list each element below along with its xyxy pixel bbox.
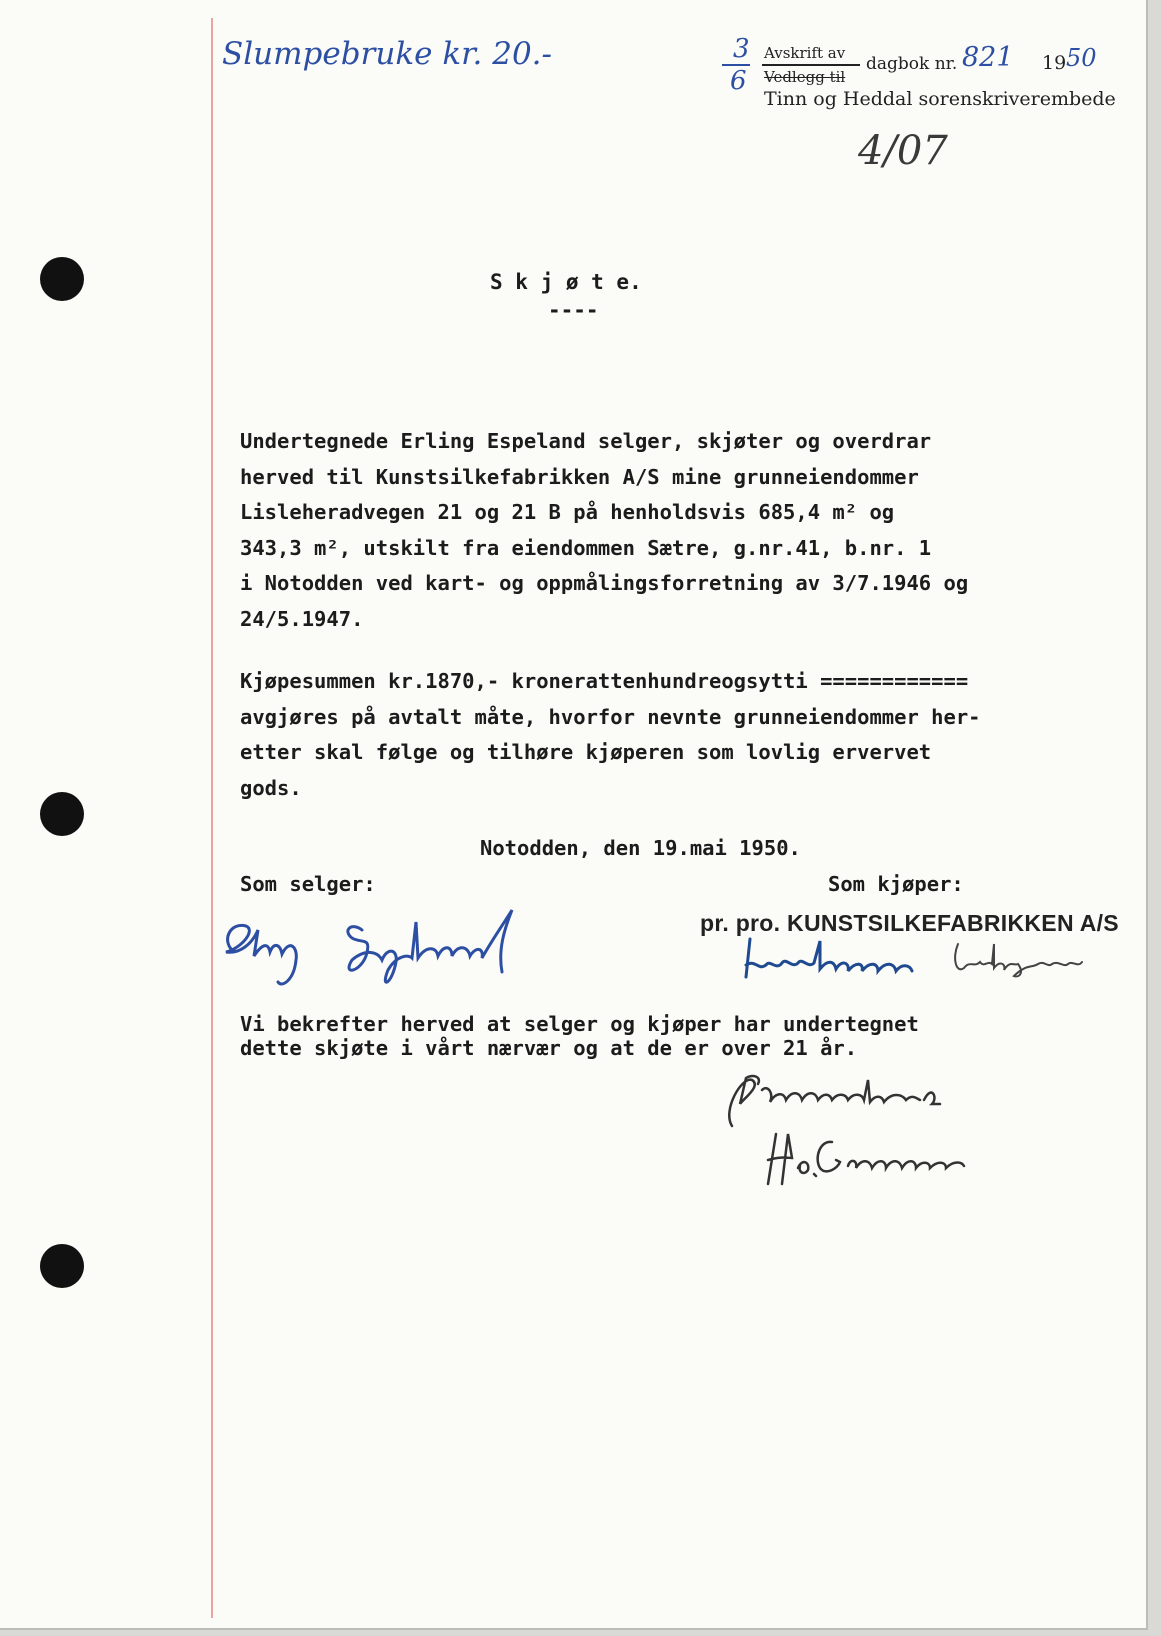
text-line: Lisleheradvegen 21 og 21 B på henholdsvis 685,4 m² og	[240, 500, 895, 524]
text-line: avgjøres på avtalt måte, hvorfor nevnte grunneiendommer her-	[240, 704, 981, 729]
text-line: 343,3 m², utskilt fra eiendommen Sætre, g.nr.41, b.nr. 1	[240, 535, 932, 560]
fee-note: Slumpebruke kr. 20.-	[222, 36, 552, 72]
fraction-bottom: 6	[730, 66, 747, 96]
stamp-rule	[762, 64, 860, 66]
year-suffix: 50	[1066, 44, 1097, 72]
handwritten-code: 4/07	[858, 128, 948, 174]
fraction-top: 3	[733, 34, 750, 64]
text-line: Kjøpesummen kr.1870,- kronerattenhundreogsytti ============	[240, 669, 969, 693]
seller-label: Som selger:	[240, 872, 376, 896]
title-underline: ----	[548, 298, 599, 322]
text-line: i Notodden ved kart- og oppmålingsforretning av 3/7.1946 og	[240, 571, 969, 595]
text-line: Vi bekrefter herved at selger og kjøper har undertegnet	[240, 1012, 919, 1036]
deed-paragraph-1	[240, 424, 968, 637]
stamp-copy-label: Avskrift av	[764, 44, 846, 62]
punch-hole-bottom	[40, 1244, 84, 1288]
text-line: Undertegnede Erling Espeland selger, skjøter og overdrar	[240, 429, 932, 453]
year-prefix: 19	[1042, 52, 1067, 74]
court-office: Tinn og Heddal sorenskriverembede	[764, 88, 1116, 110]
document-title: S k j ø t e.	[490, 270, 642, 294]
text-line: 24/5.1947.	[240, 606, 364, 631]
dagbok-number: 821	[962, 42, 1014, 73]
witness-statement	[240, 1012, 919, 1060]
witness-signature-1	[712, 1070, 1032, 1130]
text-line: dette skjøte i vårt nærvær og at de er over 21 år.	[240, 1036, 858, 1060]
seller-signature	[212, 900, 572, 990]
buyer-signature-2	[948, 938, 1088, 980]
stamp-struck-label: Vedlegg til	[764, 68, 846, 86]
witness-signature-2	[758, 1128, 998, 1188]
buyer-company-stamp: pr. pro. KUNSTSILKEFABRIKKEN A/S	[700, 910, 1119, 936]
stamp-dagbok-label: dagbok nr.	[866, 54, 958, 74]
text-line: herved til Kunstsilkefabrikken A/S mine grunneiendommer	[240, 464, 919, 489]
buyer-signature-1	[736, 935, 936, 985]
deed-paragraph-2	[240, 664, 981, 806]
place-date: Notodden, den 19.mai 1950.	[480, 836, 801, 860]
text-line: gods.	[240, 775, 302, 800]
text-line: etter skal følge og tilhøre kjøperen som lovlig ervervet	[240, 740, 932, 764]
punch-hole-middle	[40, 792, 84, 836]
buyer-label: Som kjøper:	[828, 872, 964, 896]
margin-rule	[211, 18, 213, 1618]
punch-hole-top	[40, 257, 84, 301]
